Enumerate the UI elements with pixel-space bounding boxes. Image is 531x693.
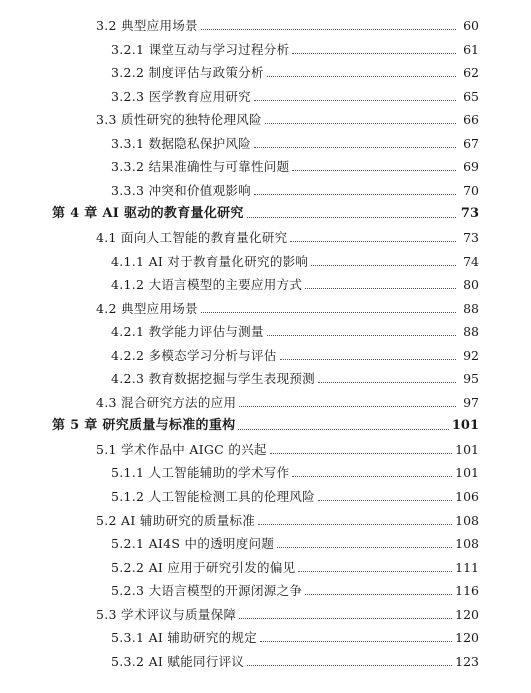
toc-entry-title: 5.3.2 AI 赋能同行评议 [111,653,245,669]
toc-entry-page-number: 108 [455,512,479,528]
toc-entry-title: 4.1.1 AI 对于教育量化研究的影响 [111,253,309,269]
toc-entry[interactable] [111,42,479,58]
dot-leader [267,335,456,336]
dot-leader [280,359,456,360]
toc-entry-page-number: 95 [463,371,479,387]
dot-leader [305,594,452,595]
toc-entry-page-number: 108 [455,536,479,552]
toc-entry[interactable] [111,324,479,340]
toc-entry-title: 3.3.3 冲突和价值观影响 [111,182,251,198]
toc-entry[interactable] [96,513,479,529]
toc-entry-page-number: 97 [463,394,479,410]
toc-entry-title: 第 5 章 研究质量与标准的重构 [52,418,236,434]
toc-entry-page-number: 80 [463,277,479,293]
dot-leader [267,76,456,77]
toc-entry-title: 5.2.2 AI 应用于研究引发的偏见 [111,559,296,575]
toc-entry-title: 4.2 典型应用场景 [96,300,198,316]
toc-entry[interactable] [111,159,479,175]
toc-entry-title: 5.2.1 AI4S 中的透明度问题 [111,536,275,552]
dot-leader [305,288,456,289]
toc-entry-page-number: 120 [455,606,479,622]
toc-entry[interactable] [96,395,479,411]
dot-leader [270,453,452,454]
toc-entry-title: 5.3 学术评议与质量保障 [96,606,237,622]
toc-entry-page-number: 73 [460,206,479,222]
toc-entry-page-number: 66 [463,112,479,128]
toc-entry[interactable] [111,277,479,293]
toc-entry[interactable] [111,630,479,646]
toc-entry-title: 5.1.1 人工智能辅助的学术写作 [111,465,290,481]
toc-entry-page-number: 101 [455,441,479,457]
dot-leader [239,406,456,407]
toc-entry-title: 5.2.3 大语言模型的开源闭源之争 [111,583,303,599]
toc-entry-page-number: 88 [463,324,479,340]
toc-entry[interactable] [111,65,479,81]
dot-leader [247,665,452,666]
toc-entry-page-number: 111 [455,559,479,575]
toc-entry-title: 3.2.3 医学教育应用研究 [111,88,251,104]
dot-leader [318,500,452,501]
toc-entry[interactable] [52,418,479,434]
dot-leader [292,53,456,54]
toc-entry-title: 4.3 混合研究方法的应用 [96,394,237,410]
toc-entry[interactable] [111,536,479,552]
toc-entry[interactable] [111,136,479,152]
dot-leader [247,217,456,218]
toc-entry[interactable] [96,442,479,458]
toc-entry[interactable] [111,348,479,364]
toc-entry[interactable] [52,206,479,222]
toc-entry[interactable] [111,371,479,387]
toc-entry-title: 4.1.2 大语言模型的主要应用方式 [111,277,303,293]
toc-entry-title: 4.2.2 多模态学习分析与评估 [111,347,277,363]
dot-leader [254,147,456,148]
dot-leader [238,429,448,430]
dot-leader [311,265,456,266]
toc-entry-title: 3.2.1 课堂互动与学习过程分析 [111,41,290,57]
dot-leader [292,170,456,171]
toc-entry[interactable] [96,301,479,317]
toc-entry-page-number: 61 [463,41,479,57]
dot-leader [265,123,456,124]
toc-entry[interactable] [96,112,479,128]
dot-leader [201,29,456,30]
toc-entry-page-number: 65 [463,88,479,104]
toc-entry[interactable] [111,654,479,670]
toc-entry-page-number: 69 [463,159,479,175]
toc-entry-page-number: 62 [463,65,479,81]
dot-leader [277,547,452,548]
dot-leader [318,382,456,383]
dot-leader [239,618,452,619]
toc-entry-page-number: 101 [451,418,479,434]
toc-entry-page-number: 116 [455,583,479,599]
toc-entry-page-number: 106 [455,489,479,504]
toc-entry[interactable] [96,230,479,246]
toc-entry-title: 3.3.2 结果准确性与可靠性问题 [111,159,290,175]
toc-entry-page-number: 70 [463,182,479,198]
toc-entry-title: 3.3 质性研究的独特伦理风险 [96,112,262,128]
toc-entry[interactable] [111,89,479,105]
dot-leader [201,312,456,313]
toc-entry[interactable] [111,254,479,270]
toc-entry[interactable] [111,583,479,599]
toc-entry[interactable] [96,18,479,34]
toc-entry-page-number: 88 [463,300,479,316]
dot-leader [258,524,452,525]
toc-entry[interactable] [111,183,479,199]
toc-entry-title: 3.3.1 数据隐私保护风险 [111,135,251,151]
toc-entry-title: 5.1.2 人工智能检测工具的伦理风险 [111,489,315,504]
toc-entry-title: 4.2.1 教学能力评估与测量 [111,324,264,340]
dot-leader [254,194,456,195]
toc-entry-page-number: 67 [463,135,479,151]
toc-entry[interactable] [111,489,479,505]
dot-leader [292,476,452,477]
toc-entry-title: 4.1 面向人工智能的教育量化研究 [96,230,288,245]
toc-entry-title: 5.1 学术作品中 AIGC 的兴起 [96,441,267,457]
toc-entry[interactable] [96,607,479,623]
dot-leader [298,571,452,572]
toc-entry-page-number: 60 [463,18,479,33]
toc-entry-title: 第 4 章 AI 驱动的教育量化研究 [52,206,244,222]
toc-entry-page-number: 120 [455,630,479,646]
toc-entry-page-number: 73 [463,230,479,245]
toc-entry-page-number: 92 [463,347,479,363]
toc-entry-page-number: 123 [455,653,479,669]
toc-entry-title: 4.2.3 教育数据挖掘与学生表现预测 [111,371,315,387]
toc-entry-title: 5.2 AI 辅助研究的质量标准 [96,512,256,528]
toc-entry-page-number: 74 [463,253,479,269]
dot-leader [260,641,452,642]
toc-entry[interactable] [111,560,479,576]
toc-entry[interactable] [111,465,479,481]
toc-entry-page-number: 101 [455,465,479,481]
dot-leader [290,241,456,242]
toc-entry-title: 3.2.2 制度评估与政策分析 [111,65,264,81]
toc-entry-title: 3.2 典型应用场景 [96,18,198,33]
toc-entry-title: 5.3.1 AI 辅助研究的规定 [111,630,258,646]
dot-leader [254,100,456,101]
